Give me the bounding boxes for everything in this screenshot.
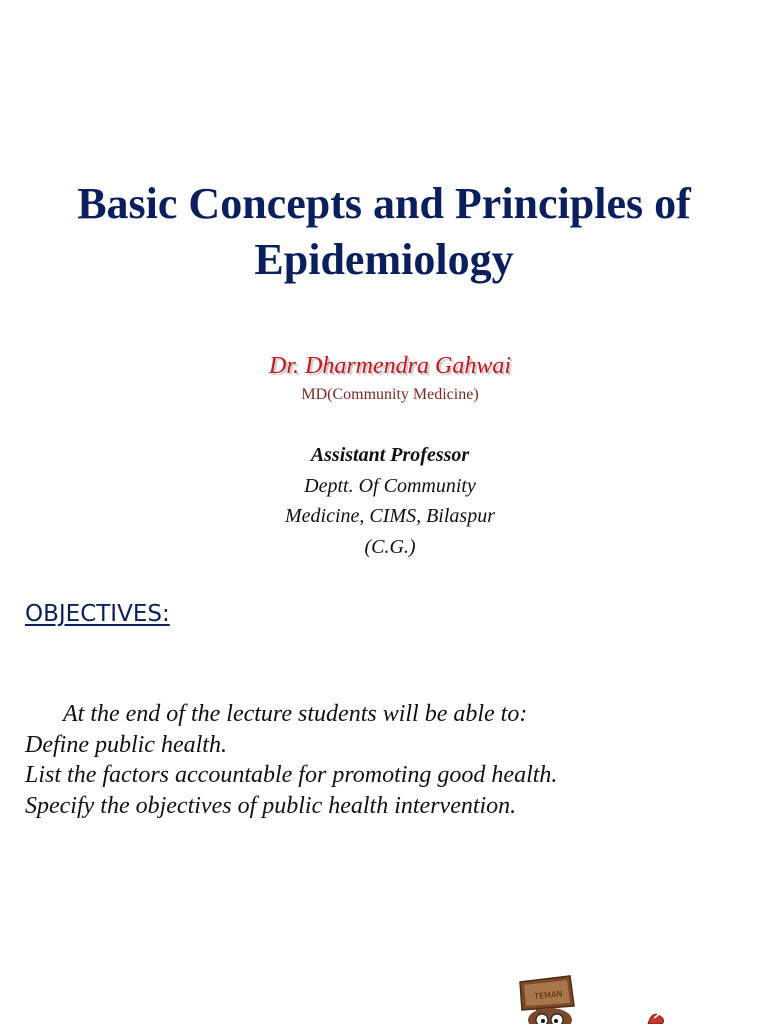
page-title bbox=[0, 176, 768, 288]
author-name: Dr. Dharmendra Gahwai bbox=[268, 353, 511, 379]
cartoon-sign-clipart bbox=[510, 972, 680, 1024]
author-dept-line-2: Medicine, CIMS, Bilaspur bbox=[285, 505, 495, 527]
character-right-pupil bbox=[554, 1019, 558, 1023]
objective-item: List the factors accountable for promoting good health. bbox=[25, 762, 558, 788]
author-dept-line-3: (C.G.) bbox=[364, 535, 416, 558]
title-line-2: Epidemiology bbox=[254, 235, 514, 284]
character-left-pupil bbox=[541, 1019, 545, 1023]
author-degree: MD(Community Medicine) bbox=[301, 386, 479, 403]
objective-item: Define public health. bbox=[25, 731, 227, 758]
objectives-list bbox=[25, 699, 745, 821]
objectives-intro: At the end of the lecture students will be able to: bbox=[63, 701, 528, 727]
red-object-icon bbox=[648, 1014, 664, 1024]
character-hair bbox=[528, 1008, 572, 1024]
author-role: Assistant Professor bbox=[310, 444, 470, 466]
objectives-heading: OBJECTIVES: bbox=[25, 601, 170, 627]
author-dept-line-1: Deptt. Of Community bbox=[304, 474, 476, 497]
sign-text: TEMAN bbox=[533, 989, 563, 1002]
title-line-1: Basic Concepts and Principles of bbox=[77, 179, 691, 228]
objective-item: Specify the objectives of public health intervention. bbox=[25, 792, 517, 819]
author-affiliation bbox=[0, 440, 768, 562]
